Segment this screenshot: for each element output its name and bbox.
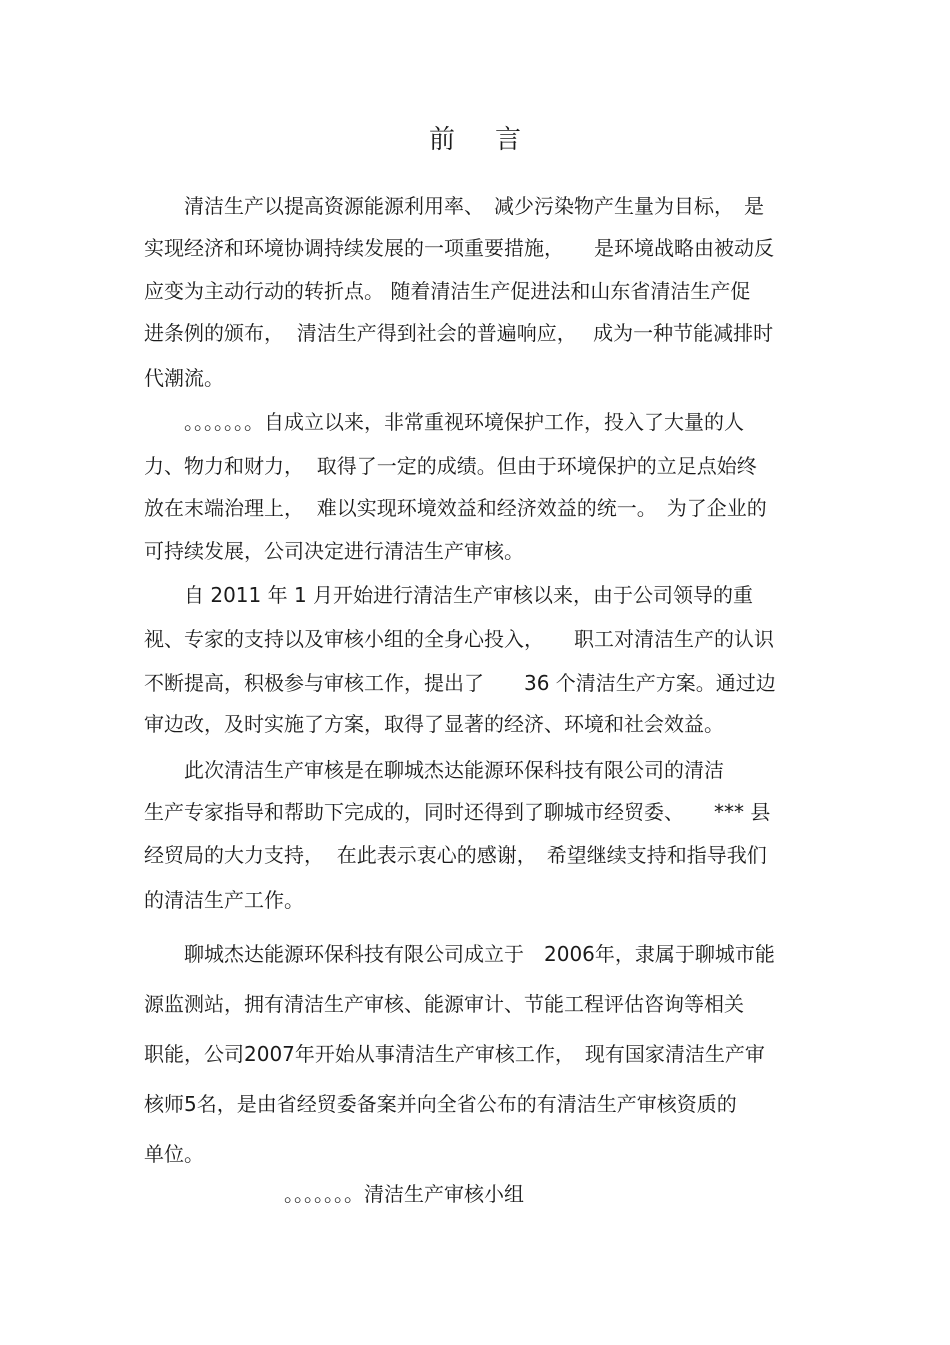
paragraph-4-line-1: 此次清洁生产审核是在聊城杰达能源环保科技有限公司的清洁 — [144, 758, 724, 782]
paragraph-2-line-4: 可持续发展，公司决定进行清洁生产审核。 — [144, 539, 524, 563]
paragraph-5-line-3: 职能，公司2007年开始从事清洁生产审核工作， 现有国家清洁生产审 — [144, 1042, 765, 1066]
paragraph-2-line-2: 力、物力和财力， 取得了一定的成绩。但由于环境保护的立足点始终 — [144, 454, 757, 478]
page-title: 前言 — [428, 125, 561, 155]
paragraph-5-line-2: 源监测站，拥有清洁生产审核、能源审计、节能工程评估咨询等相关 — [144, 992, 744, 1016]
paragraph-1-line-4: 进条例的颁布， 清洁生产得到社会的普遍响应， 成为一种节能减排时 — [144, 321, 774, 345]
paragraph-2-line-1: 。。。。。。。自成立以来，非常重视环境保护工作，投入了大量的人 — [144, 410, 744, 434]
paragraph-4-line-4: 的清洁生产工作。 — [144, 888, 304, 912]
paragraph-1-line-1: 清洁生产以提高资源能源利用率、 减少污染物产生量为目标， 是 — [144, 194, 764, 218]
paragraph-5-line-1: 聊城杰达能源环保科技有限公司成立于 2006年，隶属于聊城市能 — [144, 942, 775, 966]
paragraph-1-line-5: 代潮流。 — [144, 366, 224, 390]
paragraph-5-line-4: 核师5名，是由省经贸委备案并向全省公布的有清洁生产审核资质的 — [144, 1092, 737, 1116]
paragraph-3-line-4: 审边改，及时实施了方案，取得了显著的经济、环境和社会效益。 — [144, 712, 724, 736]
paragraph-4-line-2: 生产专家指导和帮助下完成的，同时还得到了聊城市经贸委、 *** 县 — [144, 800, 771, 824]
paragraph-1-line-3: 应变为主动行动的转折点。 随着清洁生产促进法和山东省清洁生产促 — [144, 279, 751, 303]
paragraph-3-line-1: 自 2011 年 1 月开始进行清洁生产审核以来，由于公司领导的重 — [144, 583, 754, 607]
paragraph-2-line-3: 放在末端治理上， 难以实现环境效益和经济效益的统一。 为了企业的 — [144, 496, 767, 520]
paragraph-3-line-3: 不断提高，积极参与审核工作，提出了 36 个清洁生产方案。通过边 — [144, 671, 776, 695]
paragraph-5-line-5: 单位。 — [144, 1142, 204, 1166]
paragraph-4-line-3: 经贸局的大力支持， 在此表示衷心的感谢， 希望继续支持和指导我们 — [144, 843, 767, 867]
paragraph-1-line-2: 实现经济和环境协调持续发展的一项重要措施， 是环境战略由被动反 — [144, 236, 774, 260]
signature: 。。。。。。。清洁生产审核小组 — [144, 1182, 524, 1206]
paragraph-3-line-2: 视、专家的支持以及审核小组的全身心投入， 职工对清洁生产的认识 — [144, 627, 774, 651]
